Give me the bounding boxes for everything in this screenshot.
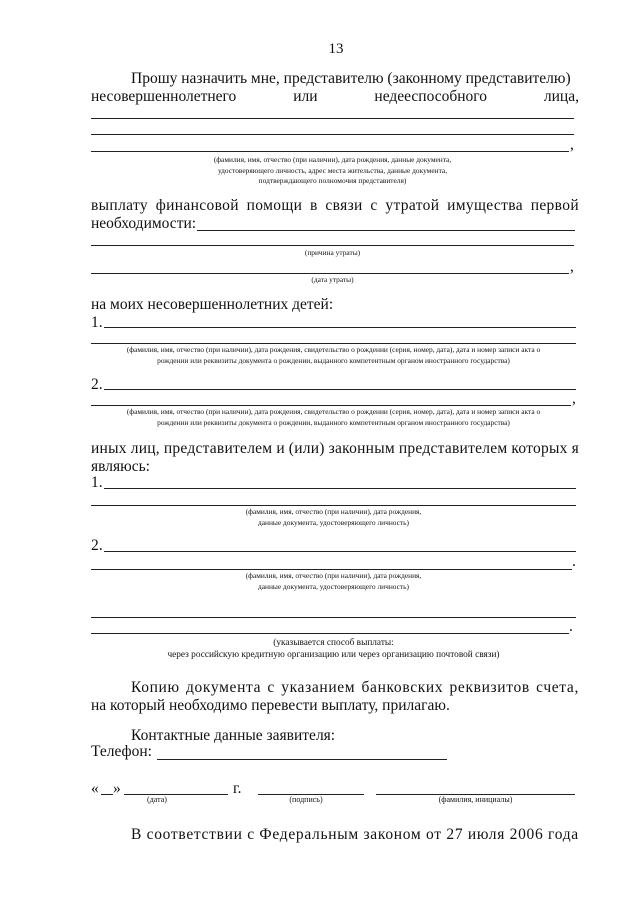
child-1-line-1[interactable] bbox=[104, 327, 576, 328]
child-1-line-2[interactable] bbox=[91, 343, 576, 344]
child-2-number: 2. bbox=[91, 376, 103, 393]
trailing-dot: . bbox=[572, 553, 576, 570]
trailing-dot: . bbox=[569, 618, 573, 635]
loss-date-line[interactable] bbox=[91, 273, 569, 274]
word: несовершеннолетнего bbox=[91, 88, 237, 105]
request-line-2 bbox=[91, 88, 579, 106]
caption-line: рождении или реквизиты документа о рождении, выданного компетентным органом иностранного государства) bbox=[157, 355, 510, 365]
others-text: иных лиц, представителем и (или) законным представителем которых я bbox=[91, 440, 579, 457]
date-close-quote: » bbox=[113, 780, 121, 797]
word: недееспособного bbox=[374, 88, 488, 105]
caption-line: рождении или реквизиты документа о рождении, выданного компетентным органом иностранного государства) bbox=[157, 417, 510, 427]
year-suffix: г. bbox=[233, 780, 242, 797]
page-number: 13 bbox=[328, 41, 344, 57]
request-line-1: Прошу назначить мне, представителю (законному представителю) bbox=[131, 70, 571, 87]
necessity-line[interactable] bbox=[197, 230, 575, 231]
attachment-line-2: на который необходимо перевести выплату, прилагаю. bbox=[91, 697, 450, 714]
contacts-heading: Контактные данные заявителя: bbox=[131, 727, 336, 744]
method-caption bbox=[91, 637, 576, 661]
child-2-caption bbox=[91, 407, 576, 428]
word: лица, bbox=[543, 88, 579, 105]
caption-line: удостоверяющего личность, адрес места жительства, данные документа, bbox=[217, 165, 448, 175]
person-2-caption bbox=[91, 571, 576, 592]
word: или bbox=[293, 88, 318, 105]
trailing-comma: , bbox=[570, 258, 574, 275]
child-2-line-2[interactable] bbox=[91, 405, 571, 406]
trailing-comma: , bbox=[570, 136, 574, 153]
footer-text bbox=[131, 826, 579, 844]
reason-caption: (причина утраты) bbox=[304, 248, 361, 257]
date-caption: (дата) bbox=[147, 795, 167, 804]
caption-line: (фамилия, имя, отчество (при наличии), дата рождения, bbox=[245, 571, 422, 580]
applicant-caption bbox=[91, 155, 574, 187]
caption-line: (указывается способ выплаты: bbox=[273, 638, 394, 648]
others-line-2: являюсь: bbox=[91, 458, 150, 475]
reason-line[interactable] bbox=[91, 245, 574, 246]
signature-caption: (подпись) bbox=[289, 795, 323, 804]
person-1-caption bbox=[91, 507, 576, 528]
caption-line: данные документа, удостоверяющего личность) bbox=[257, 581, 409, 591]
phone-label: Телефон: bbox=[91, 743, 152, 760]
person-1-line-1[interactable] bbox=[104, 488, 576, 489]
attachment-text: Копию документа с указанием банковских реквизитов счета, bbox=[131, 679, 579, 696]
person-2-line-1[interactable] bbox=[104, 551, 576, 552]
loss-date-caption: (дата утраты) bbox=[311, 275, 354, 284]
applicant-line-2[interactable] bbox=[91, 134, 574, 135]
caption-line: (фамилия, имя, отчество (при наличии), дата рождения, свидетельство о рождении (серия, номер, дата), дата и номер записи акта о bbox=[126, 345, 541, 354]
phone-field[interactable] bbox=[157, 759, 447, 760]
caption-line: данные документа, удостоверяющего личность) bbox=[257, 517, 409, 527]
method-line-1[interactable] bbox=[91, 617, 576, 618]
child-1-number: 1. bbox=[91, 314, 103, 331]
caption-line: подтверждающего полномочия представителя) bbox=[258, 176, 407, 185]
trailing-comma: , bbox=[572, 390, 576, 407]
person-1-number: 1. bbox=[91, 474, 103, 491]
caption-line: (фамилия, имя, отчество (при наличии), дата рождения, данные документа, bbox=[213, 155, 452, 164]
date-open-quote: « bbox=[91, 780, 99, 797]
child-1-caption bbox=[91, 345, 576, 366]
person-2-line-2[interactable] bbox=[91, 569, 572, 570]
child-2-line-1[interactable] bbox=[104, 389, 576, 390]
caption-line: (фамилия, имя, отчество (при наличии), дата рождения, свидетельство о рождении (серия, номер, дата), дата и номер записи акта о bbox=[126, 407, 541, 416]
payment-line-2: необходимости: bbox=[91, 215, 197, 232]
applicant-line-1[interactable] bbox=[91, 118, 574, 119]
children-heading: на моих несовершеннолетних детей: bbox=[91, 296, 334, 313]
footer-line: В соответствии с Федеральным законом от 27 июля 2006 года bbox=[131, 826, 579, 843]
caption-line: через российскую кредитную организацию или через организацию почтовой связи) bbox=[167, 650, 500, 660]
others-line-1 bbox=[91, 440, 579, 458]
caption-line: (фамилия, имя, отчество (при наличии), дата рождения, bbox=[245, 507, 422, 516]
method-line-2[interactable] bbox=[91, 633, 569, 634]
person-1-line-2[interactable] bbox=[91, 505, 576, 506]
attachment-line-1 bbox=[131, 679, 579, 697]
person-2-number: 2. bbox=[91, 537, 103, 554]
name-caption: (фамилия, инициалы) bbox=[438, 795, 513, 804]
day-field[interactable] bbox=[101, 794, 113, 795]
payment-text: выплату финансовой помощи в связи с утратой имущества первой bbox=[91, 197, 579, 214]
payment-line-1 bbox=[91, 197, 579, 215]
applicant-line-3[interactable] bbox=[91, 151, 569, 152]
